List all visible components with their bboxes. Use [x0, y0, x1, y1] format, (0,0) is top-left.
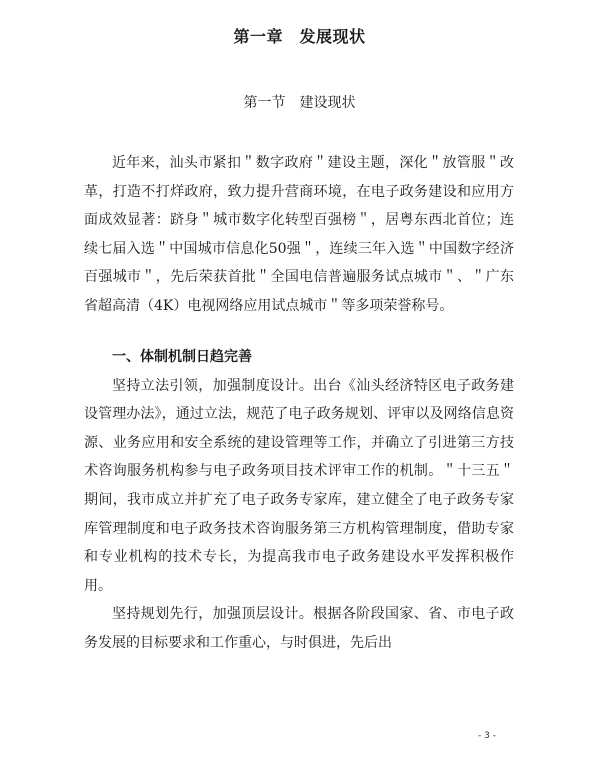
paragraph-intro: 近年来，汕头市紧扣＂数字政府＂建设主题，深化＂放管服＂改革，打造不打烊政府，致力提升营商环境，在电子政务建设和应用方面成效显著：跻身＂城市数字化转型百强榜＂，居粤东西北首位；连续七届入选＂中国城市信息化50强＂，连续三年入选＂中国数字经济百强城市＂，先后荣获首批＂全国电信普遍服务试点城市＂、＂广东省超高清（4K）电视网络应用试点城市＂等多项荣誉称号。	[84, 155, 514, 314]
page-number: - 3 -	[478, 731, 496, 741]
intro-text-block	[84, 149, 514, 321]
main-text-block	[84, 343, 514, 658]
paragraph-planning: 坚持规划先行，加强顶层设计。根据各阶段国家、省、市电子政务发展的目标要求和工作重心，与时俱进，先后出	[84, 606, 514, 651]
chapter-title: 第一章 发展现状	[233, 27, 366, 46]
paragraph-legislation: 坚持立法引领，加强制度设计。出台《汕头经济特区电子政务建设管理办法》，通过立法，规范了电子政务规划、评审以及网络信息资源、业务应用和安全系统的建设管理等工作，并确立了引进第三方技术咨询服务机构参与电子政务项目技术评审工作的机制。＂十三五＂期间，我市成立并扩充了电子政务专家库，建立健全了电子政务专家库管理制度和电子政务技术咨询服务第三方机构管理制度，借助专家和专业机构的技术专长，为提高我市电子政务建设水平发挥积极作用。	[84, 377, 514, 594]
section-title: 第一节 建设现状	[243, 95, 356, 111]
subsection-heading: 一、体制机制日趋完善	[112, 349, 252, 365]
